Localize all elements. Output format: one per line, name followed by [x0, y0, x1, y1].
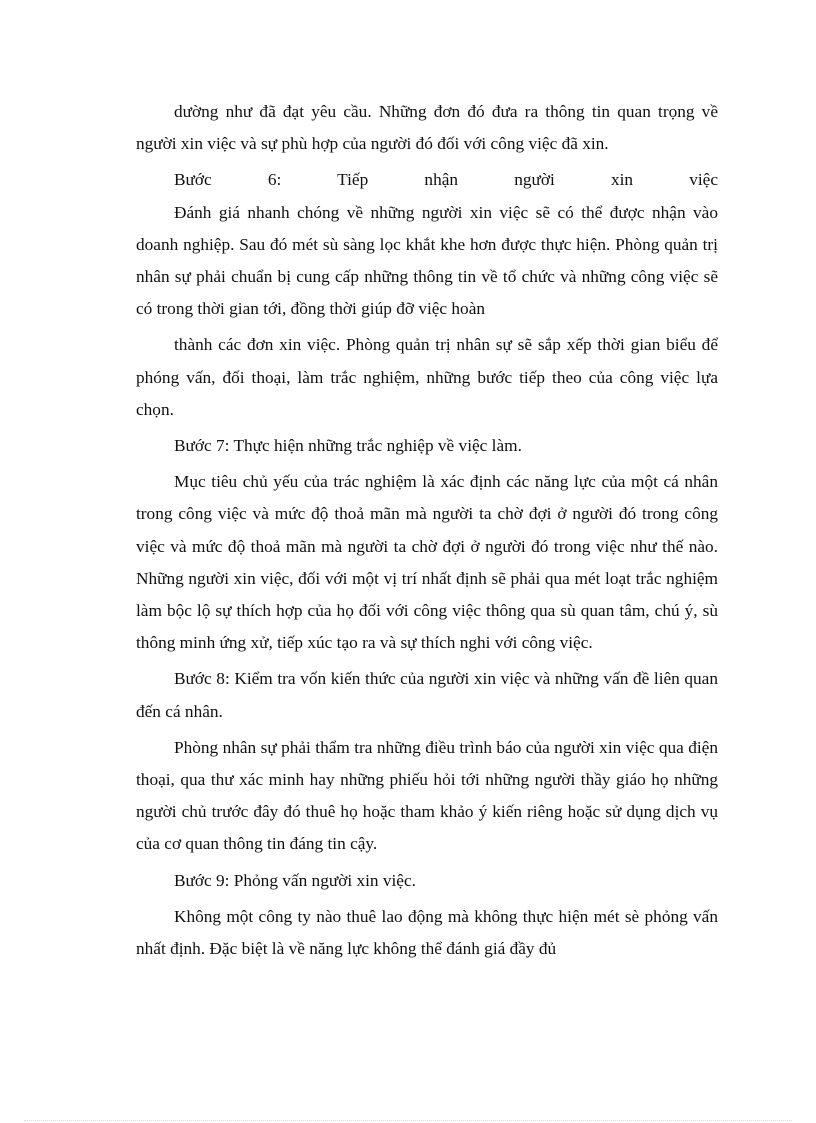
paragraph-step-8-body: Phòng nhân sự phải thẩm tra những điều trình báo của người xin việc qua điện thoại, qua thư xác minh hay những phiếu hỏi tới những người thầy giáo họ những người chủ trước đây đó thuê họ hoặc tham khảo ý kiến riêng hoặc sử dụng dịch vụ của cơ quan thông tin đáng tin cậy.: [136, 737, 718, 854]
paragraph-step-9-body: Không một công ty nào thuê lao động mà không thực hiện mét sè phỏng vấn nhất định. Đặc biệt là về năng lực không thể đánh giá đầy đủ: [136, 906, 718, 959]
paragraph-step-6-continued: thành các đơn xin việc. Phòng quản trị nhân sự sẽ sắp xếp thời gian biểu để phóng vấn, đối thoại, làm trắc nghiệm, những bước tiếp theo của công việc lựa chọn.: [136, 335, 718, 419]
step-7-heading: Bước 7: Thực hiện những trắc nghiệp về việc làm.: [174, 436, 522, 456]
step-6-heading: Bước 6: Tiếp nhận người xin việc: [174, 170, 718, 190]
paragraph-continuation: dường như đã đạt yêu cầu. Những đơn đó đưa ra thông tin quan trọng về người xin việc và sự phù hợp của người đó đối với công việc đã xin.: [136, 102, 718, 154]
paragraph-step-7-body: Mục tiêu chủ yếu của trác nghiệm là xác định các năng lực của một cá nhân trong công việc và mức độ thoả mãn mà người ta chờ đợi ở người đó trong công việc và mức độ thoả mãn mà người ta chờ đợi ở người đó trong việc như thế nào. Những người xin việc, đối với một vị trí nhất định sẽ phải qua mét loạt trắc nghiệm làm bộc lộ sự thích hợp của họ đối với công việc thông qua sù quan tâm, chú ý, sù thông minh ứng xử, tiếp xúc tạo ra và sự thích nghi với công việc.: [136, 472, 718, 653]
step-9-heading: Bước 9: Phỏng vấn người xin việc.: [174, 870, 416, 890]
document-body: [136, 96, 718, 965]
step-8-heading: Bước 8: Kiểm tra vốn kiến thức của người xin việc và những vấn đề liên quan đến cá nhân.: [136, 669, 718, 721]
page-bottom-rule: [24, 1120, 792, 1121]
paragraph-step-6-body: Đánh giá nhanh chóng về những người xin việc sẽ có thể được nhận vào doanh nghiệp. Sau đó mét sù sàng lọc khắt khe hơn được thực hiện. Phòng quản trị nhân sự phải chuẩn bị cung cấp những thông tin về tổ chức và những công việc sẽ có trong thời gian tới, đồng thời giúp đỡ việc hoàn: [136, 202, 718, 319]
